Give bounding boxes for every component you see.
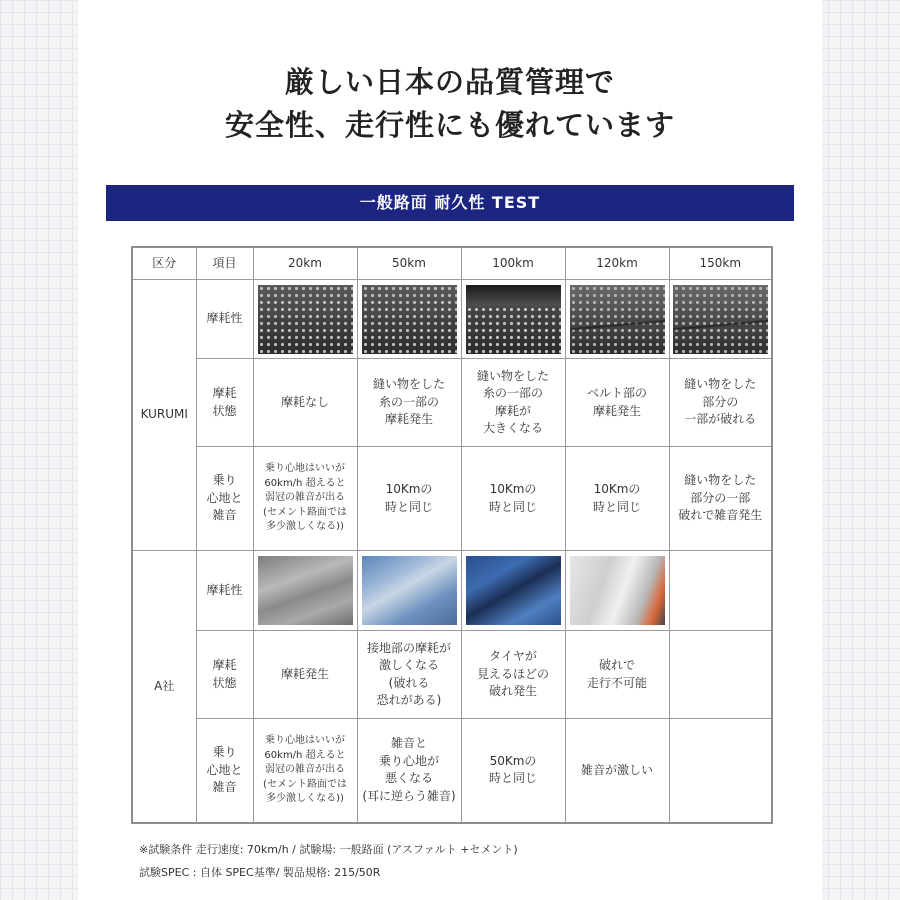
cell-kurumi-ride-150km: 縫い物をした 部分の一部 破れで雑音発生 — [669, 447, 772, 551]
cell-kurumi-ride-50km: 10Kmの 時と同じ — [357, 447, 461, 551]
test-conditions-note: ※試験条件 走行速度: 70km/h / 試験場: 一般路面 (アスファルト +セメント) — [139, 843, 518, 856]
header-category: 区分 — [132, 247, 196, 280]
cell-kurumi-state-20km: 摩耗なし — [253, 359, 357, 447]
test-banner: 一般路面 耐久性 TEST — [106, 185, 794, 221]
cell-a-ride-20km: 乗り心地はいいが 60km/h 超えると 弱冠の雑音が出る (セメント路面では 多少激しくなる)) — [253, 719, 357, 823]
header-20km: 20km — [253, 247, 357, 280]
tread-photo-kurumi-20km — [258, 285, 353, 354]
cell-a-ride-150km — [669, 719, 772, 823]
table-row — [132, 551, 772, 631]
tread-photo-kurumi-150km — [673, 285, 768, 354]
row-label-state: 摩耗 状態 — [196, 359, 253, 447]
cell-kurumi-ride-100km: 10Kmの 時と同じ — [461, 447, 565, 551]
header-100km: 100km — [461, 247, 565, 280]
category-kurumi: KURUMI — [132, 280, 196, 551]
cell-a-ride-100km: 50Kmの 時と同じ — [461, 719, 565, 823]
cell-kurumi-state-120km: ベルト部の 摩耗発生 — [565, 359, 669, 447]
tread-photo-kurumi-50km — [362, 285, 457, 354]
page-title-line1: 厳しい日本の品質管理で — [284, 65, 615, 99]
table-row — [132, 359, 772, 447]
tread-photo-a-120km — [570, 556, 665, 625]
cell-a-state-100km: タイヤが 見えるほどの 破れ発生 — [461, 631, 565, 719]
header-item: 項目 — [196, 247, 253, 280]
row-label-wear: 摩耗性 — [196, 551, 253, 631]
table-row — [132, 631, 772, 719]
cell-kurumi-state-100km: 縫い物をした 糸の一部の 摩耗が 大きくなる — [461, 359, 565, 447]
row-label-state: 摩耗 状態 — [196, 631, 253, 719]
page-title-line2: 安全性、走行性にも優れています — [224, 108, 675, 142]
tread-photo-kurumi-120km — [570, 285, 665, 354]
table-header-row — [132, 247, 772, 280]
row-label-ride: 乗り 心地と 雑音 — [196, 719, 253, 823]
durability-table — [131, 246, 773, 824]
test-spec-note: 試験SPEC : 自体 SPEC基準/ 製品規格: 215/50R — [139, 866, 381, 879]
category-a: A社 — [132, 551, 196, 823]
cell-a-state-20km: 摩耗発生 — [253, 631, 357, 719]
cell-kurumi-ride-20km: 乗り心地はいいが 60km/h 超えると 弱冠の雑音が出る (セメント路面では 多少激しくなる)) — [253, 447, 357, 551]
cell-a-ride-50km: 雑音と 乗り心地が 悪くなる (耳に逆らう雑音) — [357, 719, 461, 823]
tread-photo-a-20km — [258, 556, 353, 625]
cell-a-ride-120km: 雑音が激しい — [565, 719, 669, 823]
tread-photo-a-50km — [362, 556, 457, 625]
cell-kurumi-ride-120km: 10Kmの 時と同じ — [565, 447, 669, 551]
header-50km: 50km — [357, 247, 461, 280]
cell-a-state-120km: 破れで 走行不可能 — [565, 631, 669, 719]
tread-photo-a-100km — [466, 556, 561, 625]
cell-a-state-50km: 接地部の摩耗が 激しくなる (破れる 恐れがある) — [357, 631, 461, 719]
header-120km: 120km — [565, 247, 669, 280]
table-row — [132, 447, 772, 551]
row-label-wear: 摩耗性 — [196, 280, 253, 359]
row-label-ride: 乗り 心地と 雑音 — [196, 447, 253, 551]
table-row — [132, 719, 772, 823]
table-row — [132, 280, 772, 359]
cell-kurumi-state-150km: 縫い物をした 部分の 一部が破れる — [669, 359, 772, 447]
cell-kurumi-state-50km: 縫い物をした 糸の一部の 摩耗発生 — [357, 359, 461, 447]
tread-photo-kurumi-100km — [466, 285, 561, 354]
header-150km: 150km — [669, 247, 772, 280]
empty-cell — [669, 551, 772, 631]
cell-a-state-150km — [669, 631, 772, 719]
